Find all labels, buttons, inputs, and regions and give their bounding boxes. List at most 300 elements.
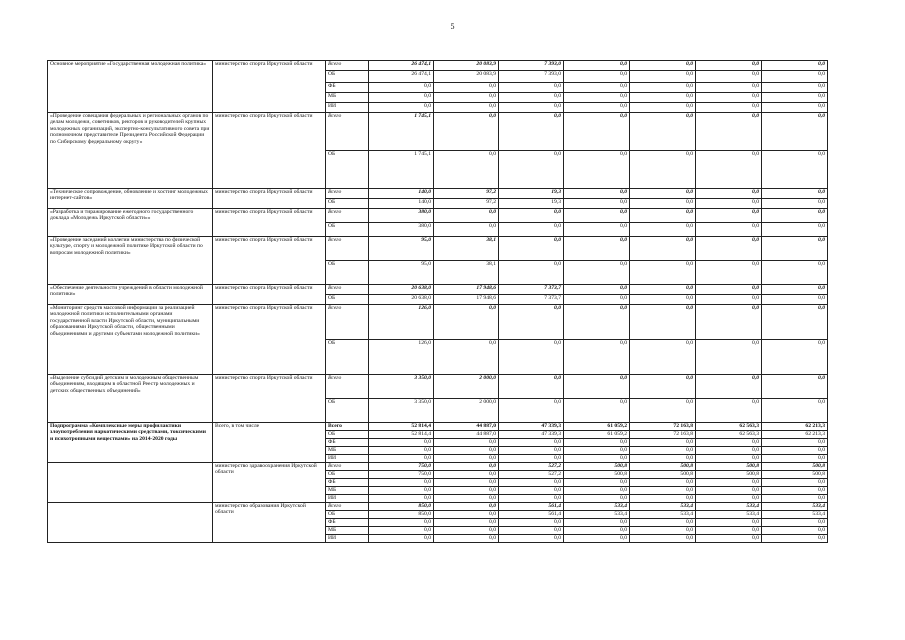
amount-cell: 1 745,1 bbox=[369, 113, 434, 151]
table-row bbox=[48, 463, 828, 471]
amount-cell: 20 638,0 bbox=[369, 295, 434, 305]
amount-cell: 0,0 bbox=[762, 399, 828, 423]
table-row bbox=[48, 503, 828, 511]
table-row bbox=[48, 113, 828, 151]
funding-source: ФБ bbox=[326, 439, 369, 447]
table-row bbox=[48, 209, 828, 223]
amount-cell: 7 373,7 bbox=[499, 295, 564, 305]
amount-cell: 0,0 bbox=[434, 151, 499, 189]
amount-cell: 0,0 bbox=[499, 103, 564, 113]
amount-cell: 44 887,0 bbox=[434, 431, 499, 439]
executor-name: министерство спорта Иркутской области bbox=[213, 237, 326, 285]
amount-cell: 0,0 bbox=[564, 479, 630, 487]
amount-cell: 0,0 bbox=[762, 447, 828, 455]
amount-cell: 0,0 bbox=[499, 375, 564, 399]
amount-cell: 0,0 bbox=[369, 447, 434, 455]
amount-cell: 0,0 bbox=[499, 223, 564, 237]
amount-cell: 0,0 bbox=[696, 237, 762, 261]
amount-cell: 0,0 bbox=[762, 261, 828, 285]
executor-name: министерство спорта Иркутской области bbox=[213, 189, 326, 209]
amount-cell: 533,4 bbox=[564, 511, 630, 519]
amount-cell: 0,0 bbox=[564, 223, 630, 237]
funding-source: Всего bbox=[326, 503, 369, 511]
table-row bbox=[48, 305, 828, 340]
amount-cell: 126,0 bbox=[369, 305, 434, 340]
amount-cell: 0,0 bbox=[696, 479, 762, 487]
amount-cell: 0,0 bbox=[630, 209, 696, 223]
funding-source: МБ bbox=[326, 93, 369, 103]
amount-cell: 0,0 bbox=[434, 447, 499, 455]
amount-cell: 97,2 bbox=[434, 189, 499, 199]
amount-cell: 0,0 bbox=[696, 519, 762, 527]
amount-cell: 527,2 bbox=[499, 463, 564, 471]
amount-cell: 140,0 bbox=[369, 189, 434, 199]
amount-cell: 0,0 bbox=[434, 463, 499, 471]
amount-cell: 0,0 bbox=[499, 495, 564, 503]
amount-cell: 0,0 bbox=[630, 151, 696, 189]
amount-cell: 0,0 bbox=[499, 399, 564, 423]
table-body bbox=[48, 61, 828, 543]
funding-source: ФБ bbox=[326, 83, 369, 93]
amount-cell: 380,0 bbox=[369, 223, 434, 237]
amount-cell: 3 350,0 bbox=[369, 375, 434, 399]
amount-cell: 0,0 bbox=[696, 447, 762, 455]
table-row bbox=[48, 189, 828, 199]
amount-cell: 20 083,9 bbox=[434, 71, 499, 83]
amount-cell: 533,4 bbox=[564, 503, 630, 511]
amount-cell: 850,0 bbox=[369, 503, 434, 511]
amount-cell: 0,0 bbox=[762, 487, 828, 495]
amount-cell: 0,0 bbox=[762, 295, 828, 305]
amount-cell: 0,0 bbox=[369, 83, 434, 93]
amount-cell: 561,4 bbox=[499, 503, 564, 511]
amount-cell: 0,0 bbox=[762, 83, 828, 93]
amount-cell: 61 059,2 bbox=[564, 431, 630, 439]
amount-cell: 0,0 bbox=[564, 535, 630, 543]
amount-cell: 0,0 bbox=[369, 527, 434, 535]
amount-cell: 0,0 bbox=[564, 375, 630, 399]
amount-cell: 62 213,3 bbox=[762, 423, 828, 431]
amount-cell: 0,0 bbox=[762, 285, 828, 295]
amount-cell: 61 059,2 bbox=[564, 423, 630, 431]
amount-cell: 62 563,3 bbox=[696, 431, 762, 439]
amount-cell: 0,0 bbox=[499, 237, 564, 261]
funding-source: Всего bbox=[326, 463, 369, 471]
amount-cell: 0,0 bbox=[564, 261, 630, 285]
amount-cell: 0,0 bbox=[630, 285, 696, 295]
measure-name: «Разработка и тиражирование ежегодного государственного доклада «Молодежь Иркутской области»» bbox=[48, 209, 213, 237]
funding-source: Всего bbox=[326, 209, 369, 223]
amount-cell: 0,0 bbox=[630, 305, 696, 340]
amount-cell: 0,0 bbox=[564, 527, 630, 535]
amount-cell: 2 000,0 bbox=[434, 375, 499, 399]
amount-cell: 0,0 bbox=[630, 375, 696, 399]
amount-cell: 3 350,0 bbox=[369, 399, 434, 423]
amount-cell: 0,0 bbox=[696, 93, 762, 103]
amount-cell: 0,0 bbox=[499, 113, 564, 151]
amount-cell: 38,1 bbox=[434, 237, 499, 261]
amount-cell: 0,0 bbox=[434, 103, 499, 113]
amount-cell: 0,0 bbox=[696, 223, 762, 237]
amount-cell: 533,4 bbox=[630, 511, 696, 519]
amount-cell: 0,0 bbox=[369, 479, 434, 487]
amount-cell: 0,0 bbox=[564, 237, 630, 261]
funding-source: Всего bbox=[326, 423, 369, 431]
amount-cell: 0,0 bbox=[630, 479, 696, 487]
amount-cell: 0,0 bbox=[564, 83, 630, 93]
amount-cell: 20 083,9 bbox=[434, 61, 499, 71]
amount-cell: 0,0 bbox=[564, 487, 630, 495]
amount-cell: 0,0 bbox=[630, 439, 696, 447]
amount-cell: 0,0 bbox=[696, 535, 762, 543]
amount-cell: 0,0 bbox=[499, 151, 564, 189]
amount-cell: 0,0 bbox=[369, 455, 434, 463]
amount-cell: 0,0 bbox=[630, 487, 696, 495]
amount-cell: 0,0 bbox=[499, 93, 564, 103]
funding-source: ОБ bbox=[326, 71, 369, 83]
funding-source: ИИ bbox=[326, 103, 369, 113]
executor-name: министерство спорта Иркутской области bbox=[213, 113, 326, 189]
amount-cell: 500,8 bbox=[762, 463, 828, 471]
amount-cell: 0,0 bbox=[564, 495, 630, 503]
funding-source: ОБ bbox=[326, 471, 369, 479]
amount-cell: 44 887,0 bbox=[434, 423, 499, 431]
amount-cell: 0,0 bbox=[630, 495, 696, 503]
executor-name: министерство спорта Иркутской области bbox=[213, 61, 326, 113]
amount-cell: 62 213,3 bbox=[762, 431, 828, 439]
amount-cell: 533,4 bbox=[696, 503, 762, 511]
funding-source: ОБ bbox=[326, 340, 369, 375]
amount-cell: 0,0 bbox=[696, 103, 762, 113]
amount-cell: 0,0 bbox=[499, 209, 564, 223]
amount-cell: 0,0 bbox=[434, 455, 499, 463]
amount-cell: 0,0 bbox=[630, 237, 696, 261]
amount-cell: 500,8 bbox=[630, 471, 696, 479]
amount-cell: 0,0 bbox=[696, 151, 762, 189]
funding-source: Всего bbox=[326, 305, 369, 340]
amount-cell: 0,0 bbox=[499, 447, 564, 455]
amount-cell: 0,0 bbox=[696, 495, 762, 503]
amount-cell: 62 563,3 bbox=[696, 423, 762, 431]
amount-cell: 140,0 bbox=[369, 199, 434, 209]
amount-cell: 0,0 bbox=[369, 487, 434, 495]
amount-cell: 1 745,1 bbox=[369, 151, 434, 189]
amount-cell: 0,0 bbox=[369, 519, 434, 527]
amount-cell: 0,0 bbox=[434, 519, 499, 527]
executor-name: министерство спорта Иркутской области bbox=[213, 305, 326, 375]
amount-cell: 0,0 bbox=[696, 83, 762, 93]
amount-cell: 0,0 bbox=[499, 439, 564, 447]
amount-cell: 0,0 bbox=[630, 61, 696, 71]
amount-cell: 0,0 bbox=[762, 93, 828, 103]
amount-cell: 0,0 bbox=[499, 83, 564, 93]
amount-cell: 0,0 bbox=[434, 495, 499, 503]
amount-cell: 0,0 bbox=[369, 439, 434, 447]
measure-name: «Мониторинг средств массовой информации за реализацией молодежной политики исполнительными органами государственной власти Иркутской области, муниципальными образованиями Иркутской области, общественными объединениями и другими субъектами молодежной политики» bbox=[48, 305, 213, 375]
amount-cell: 0,0 bbox=[434, 471, 499, 479]
funding-source: МБ bbox=[326, 447, 369, 455]
amount-cell: 95,0 bbox=[369, 237, 434, 261]
amount-cell: 0,0 bbox=[696, 305, 762, 340]
amount-cell: 500,8 bbox=[630, 463, 696, 471]
amount-cell: 850,0 bbox=[369, 511, 434, 519]
amount-cell: 0,0 bbox=[369, 495, 434, 503]
amount-cell: 97,2 bbox=[434, 199, 499, 209]
amount-cell: 0,0 bbox=[564, 439, 630, 447]
amount-cell: 750,0 bbox=[369, 471, 434, 479]
amount-cell: 17 948,6 bbox=[434, 295, 499, 305]
measure-name: Основное мероприятие «Государственная молодежная политика» bbox=[48, 61, 213, 113]
amount-cell: 0,0 bbox=[696, 199, 762, 209]
amount-cell: 0,0 bbox=[630, 261, 696, 285]
funding-source: Всего bbox=[326, 285, 369, 295]
budget-table bbox=[47, 60, 828, 543]
amount-cell: 38,1 bbox=[434, 261, 499, 285]
amount-cell: 0,0 bbox=[434, 113, 499, 151]
executor-name: Всего, в том числе bbox=[213, 423, 326, 463]
amount-cell: 0,0 bbox=[564, 209, 630, 223]
amount-cell: 0,0 bbox=[630, 113, 696, 151]
table-row bbox=[48, 375, 828, 399]
amount-cell: 0,0 bbox=[762, 237, 828, 261]
amount-cell: 0,0 bbox=[630, 340, 696, 375]
amount-cell: 0,0 bbox=[564, 189, 630, 199]
amount-cell: 0,0 bbox=[696, 455, 762, 463]
amount-cell: 0,0 bbox=[762, 189, 828, 199]
amount-cell: 0,0 bbox=[434, 535, 499, 543]
amount-cell: 0,0 bbox=[696, 487, 762, 495]
amount-cell: 0,0 bbox=[696, 189, 762, 199]
funding-source: МБ bbox=[326, 487, 369, 495]
amount-cell: 0,0 bbox=[434, 439, 499, 447]
amount-cell: 0,0 bbox=[564, 103, 630, 113]
amount-cell: 0,0 bbox=[564, 399, 630, 423]
amount-cell: 0,0 bbox=[434, 93, 499, 103]
amount-cell: 0,0 bbox=[762, 71, 828, 83]
amount-cell: 0,0 bbox=[762, 479, 828, 487]
amount-cell: 0,0 bbox=[762, 375, 828, 399]
amount-cell: 0,0 bbox=[762, 455, 828, 463]
amount-cell: 26 474,1 bbox=[369, 71, 434, 83]
amount-cell: 0,0 bbox=[564, 340, 630, 375]
measure-name: «Выделение субсидий детским и молодежным общественным объединениям, входящим в областной Реестр молодежных и детских общественных объединений» bbox=[48, 375, 213, 423]
executor-name: министерство здравоохранения Иркутской области bbox=[213, 463, 326, 503]
amount-cell: 0,0 bbox=[762, 305, 828, 340]
amount-cell: 0,0 bbox=[434, 527, 499, 535]
amount-cell: 7 373,7 bbox=[499, 285, 564, 295]
amount-cell: 47 339,3 bbox=[499, 431, 564, 439]
amount-cell: 527,2 bbox=[499, 471, 564, 479]
amount-cell: 0,0 bbox=[696, 375, 762, 399]
amount-cell: 0,0 bbox=[434, 479, 499, 487]
amount-cell: 0,0 bbox=[762, 61, 828, 71]
amount-cell: 0,0 bbox=[564, 447, 630, 455]
amount-cell: 561,4 bbox=[499, 511, 564, 519]
amount-cell: 0,0 bbox=[762, 439, 828, 447]
funding-source: ОБ bbox=[326, 223, 369, 237]
amount-cell: 0,0 bbox=[564, 519, 630, 527]
measure-name: «Обеспечение деятельности учреждений в области молодежной политики» bbox=[48, 285, 213, 305]
amount-cell: 0,0 bbox=[630, 83, 696, 93]
amount-cell: 0,0 bbox=[499, 305, 564, 340]
amount-cell: 0,0 bbox=[630, 189, 696, 199]
amount-cell: 500,8 bbox=[696, 463, 762, 471]
measure-name bbox=[48, 503, 213, 543]
measure-name: «Техническое сопровождение, обновление и хостинг молодежных интернет-сайтов» bbox=[48, 189, 213, 209]
amount-cell: 0,0 bbox=[762, 199, 828, 209]
table-row bbox=[48, 61, 828, 71]
funding-source: ОБ bbox=[326, 431, 369, 439]
executor-name: министерство спорта Иркутской области bbox=[213, 209, 326, 237]
amount-cell: 0,0 bbox=[499, 261, 564, 285]
funding-source: ФБ bbox=[326, 519, 369, 527]
amount-cell: 0,0 bbox=[434, 340, 499, 375]
funding-source: ФБ bbox=[326, 479, 369, 487]
amount-cell: 0,0 bbox=[696, 113, 762, 151]
amount-cell: 0,0 bbox=[499, 535, 564, 543]
amount-cell: 500,8 bbox=[564, 471, 630, 479]
amount-cell: 0,0 bbox=[696, 209, 762, 223]
executor-name: министерство образования Иркутской области bbox=[213, 503, 326, 543]
amount-cell: 0,0 bbox=[696, 261, 762, 285]
amount-cell: 0,0 bbox=[630, 71, 696, 83]
amount-cell: 0,0 bbox=[369, 535, 434, 543]
amount-cell: 0,0 bbox=[499, 340, 564, 375]
amount-cell: 0,0 bbox=[369, 103, 434, 113]
amount-cell: 533,4 bbox=[630, 503, 696, 511]
funding-source: Всего bbox=[326, 375, 369, 399]
amount-cell: 0,0 bbox=[630, 199, 696, 209]
funding-source: ИИ bbox=[326, 535, 369, 543]
amount-cell: 0,0 bbox=[630, 519, 696, 527]
amount-cell: 20 638,0 bbox=[369, 285, 434, 295]
table-row bbox=[48, 237, 828, 261]
amount-cell: 0,0 bbox=[696, 439, 762, 447]
amount-cell: 47 339,3 bbox=[499, 423, 564, 431]
measure-name: «Проведение заседаний коллегии министерства по физической культуре, спорту и молодежной политике Иркутской области по вопросам молодежной политики» bbox=[48, 237, 213, 285]
table-row bbox=[48, 285, 828, 295]
amount-cell: 95,0 bbox=[369, 261, 434, 285]
amount-cell: 0,0 bbox=[762, 535, 828, 543]
amount-cell: 0,0 bbox=[762, 151, 828, 189]
amount-cell: 0,0 bbox=[696, 527, 762, 535]
amount-cell: 0,0 bbox=[564, 285, 630, 295]
amount-cell: 0,0 bbox=[434, 487, 499, 495]
amount-cell: 0,0 bbox=[630, 103, 696, 113]
amount-cell: 0,0 bbox=[630, 455, 696, 463]
amount-cell: 0,0 bbox=[762, 103, 828, 113]
funding-source: ОБ bbox=[326, 399, 369, 423]
amount-cell: 0,0 bbox=[762, 340, 828, 375]
amount-cell: 533,4 bbox=[762, 503, 828, 511]
amount-cell: 0,0 bbox=[434, 511, 499, 519]
amount-cell: 0,0 bbox=[762, 527, 828, 535]
measure-name bbox=[48, 463, 213, 503]
amount-cell: 52 814,4 bbox=[369, 431, 434, 439]
funding-source: ОБ bbox=[326, 261, 369, 285]
amount-cell: 0,0 bbox=[564, 61, 630, 71]
amount-cell: 0,0 bbox=[630, 447, 696, 455]
amount-cell: 0,0 bbox=[762, 113, 828, 151]
table-row bbox=[48, 423, 828, 431]
amount-cell: 19,3 bbox=[499, 199, 564, 209]
funding-source: Всего bbox=[326, 61, 369, 71]
amount-cell: 0,0 bbox=[696, 71, 762, 83]
amount-cell: 750,0 bbox=[369, 463, 434, 471]
amount-cell: 0,0 bbox=[630, 535, 696, 543]
amount-cell: 500,8 bbox=[762, 471, 828, 479]
amount-cell: 0,0 bbox=[564, 305, 630, 340]
amount-cell: 0,0 bbox=[762, 209, 828, 223]
amount-cell: 52 814,4 bbox=[369, 423, 434, 431]
amount-cell: 0,0 bbox=[564, 93, 630, 103]
amount-cell: 380,0 bbox=[369, 209, 434, 223]
funding-source: ОБ bbox=[326, 151, 369, 189]
funding-source: ИИ bbox=[326, 455, 369, 463]
amount-cell: 0,0 bbox=[499, 519, 564, 527]
amount-cell: 0,0 bbox=[564, 455, 630, 463]
amount-cell: 0,0 bbox=[762, 495, 828, 503]
amount-cell: 0,0 bbox=[696, 399, 762, 423]
amount-cell: 533,4 bbox=[762, 511, 828, 519]
amount-cell: 0,0 bbox=[696, 340, 762, 375]
amount-cell: 533,4 bbox=[696, 511, 762, 519]
funding-source: Всего bbox=[326, 189, 369, 199]
amount-cell: 0,0 bbox=[564, 151, 630, 189]
amount-cell: 0,0 bbox=[696, 61, 762, 71]
amount-cell: 0,0 bbox=[762, 519, 828, 527]
amount-cell: 0,0 bbox=[434, 209, 499, 223]
amount-cell: 0,0 bbox=[564, 199, 630, 209]
amount-cell: 500,8 bbox=[564, 463, 630, 471]
funding-source: ОБ bbox=[326, 511, 369, 519]
amount-cell: 0,0 bbox=[564, 295, 630, 305]
measure-name: Подпрограмма «Комплексные меры профилактики злоупотребления наркотическими средствами, токсическими и психотропными веществами» на 2014-2020 годы bbox=[48, 423, 213, 463]
amount-cell: 17 948,6 bbox=[434, 285, 499, 295]
amount-cell: 26 474,1 bbox=[369, 61, 434, 71]
amount-cell: 7 393,0 bbox=[499, 71, 564, 83]
amount-cell: 0,0 bbox=[630, 223, 696, 237]
amount-cell: 0,0 bbox=[434, 83, 499, 93]
amount-cell: 0,0 bbox=[762, 223, 828, 237]
amount-cell: 0,0 bbox=[434, 503, 499, 511]
amount-cell: 7 393,0 bbox=[499, 61, 564, 71]
amount-cell: 0,0 bbox=[434, 223, 499, 237]
funding-source: ИИ bbox=[326, 495, 369, 503]
amount-cell: 0,0 bbox=[369, 93, 434, 103]
amount-cell: 0,0 bbox=[564, 71, 630, 83]
amount-cell: 2 000,0 bbox=[434, 399, 499, 423]
funding-source: Всего bbox=[326, 113, 369, 151]
amount-cell: 0,0 bbox=[434, 305, 499, 340]
amount-cell: 0,0 bbox=[499, 527, 564, 535]
executor-name: министерство спорта Иркутской области bbox=[213, 375, 326, 423]
amount-cell: 0,0 bbox=[630, 93, 696, 103]
page-number: 5 bbox=[450, 22, 455, 31]
measure-name: «Проведение совещания федеральных и региональных органов по делам молодежи, советников, ректоров и руководителей крупных молодежных организаций, экспертно-консультативного совета при полномочном представителе Президента Российской Федерации по Сибирскому федеральному округу» bbox=[48, 113, 213, 189]
amount-cell: 0,0 bbox=[499, 455, 564, 463]
funding-source: МБ bbox=[326, 527, 369, 535]
amount-cell: 19,3 bbox=[499, 189, 564, 199]
amount-cell: 72 163,8 bbox=[630, 423, 696, 431]
funding-source: ОБ bbox=[326, 295, 369, 305]
amount-cell: 72 163,8 bbox=[630, 431, 696, 439]
amount-cell: 0,0 bbox=[696, 285, 762, 295]
amount-cell: 0,0 bbox=[630, 295, 696, 305]
amount-cell: 500,8 bbox=[696, 471, 762, 479]
amount-cell: 0,0 bbox=[630, 527, 696, 535]
amount-cell: 126,0 bbox=[369, 340, 434, 375]
